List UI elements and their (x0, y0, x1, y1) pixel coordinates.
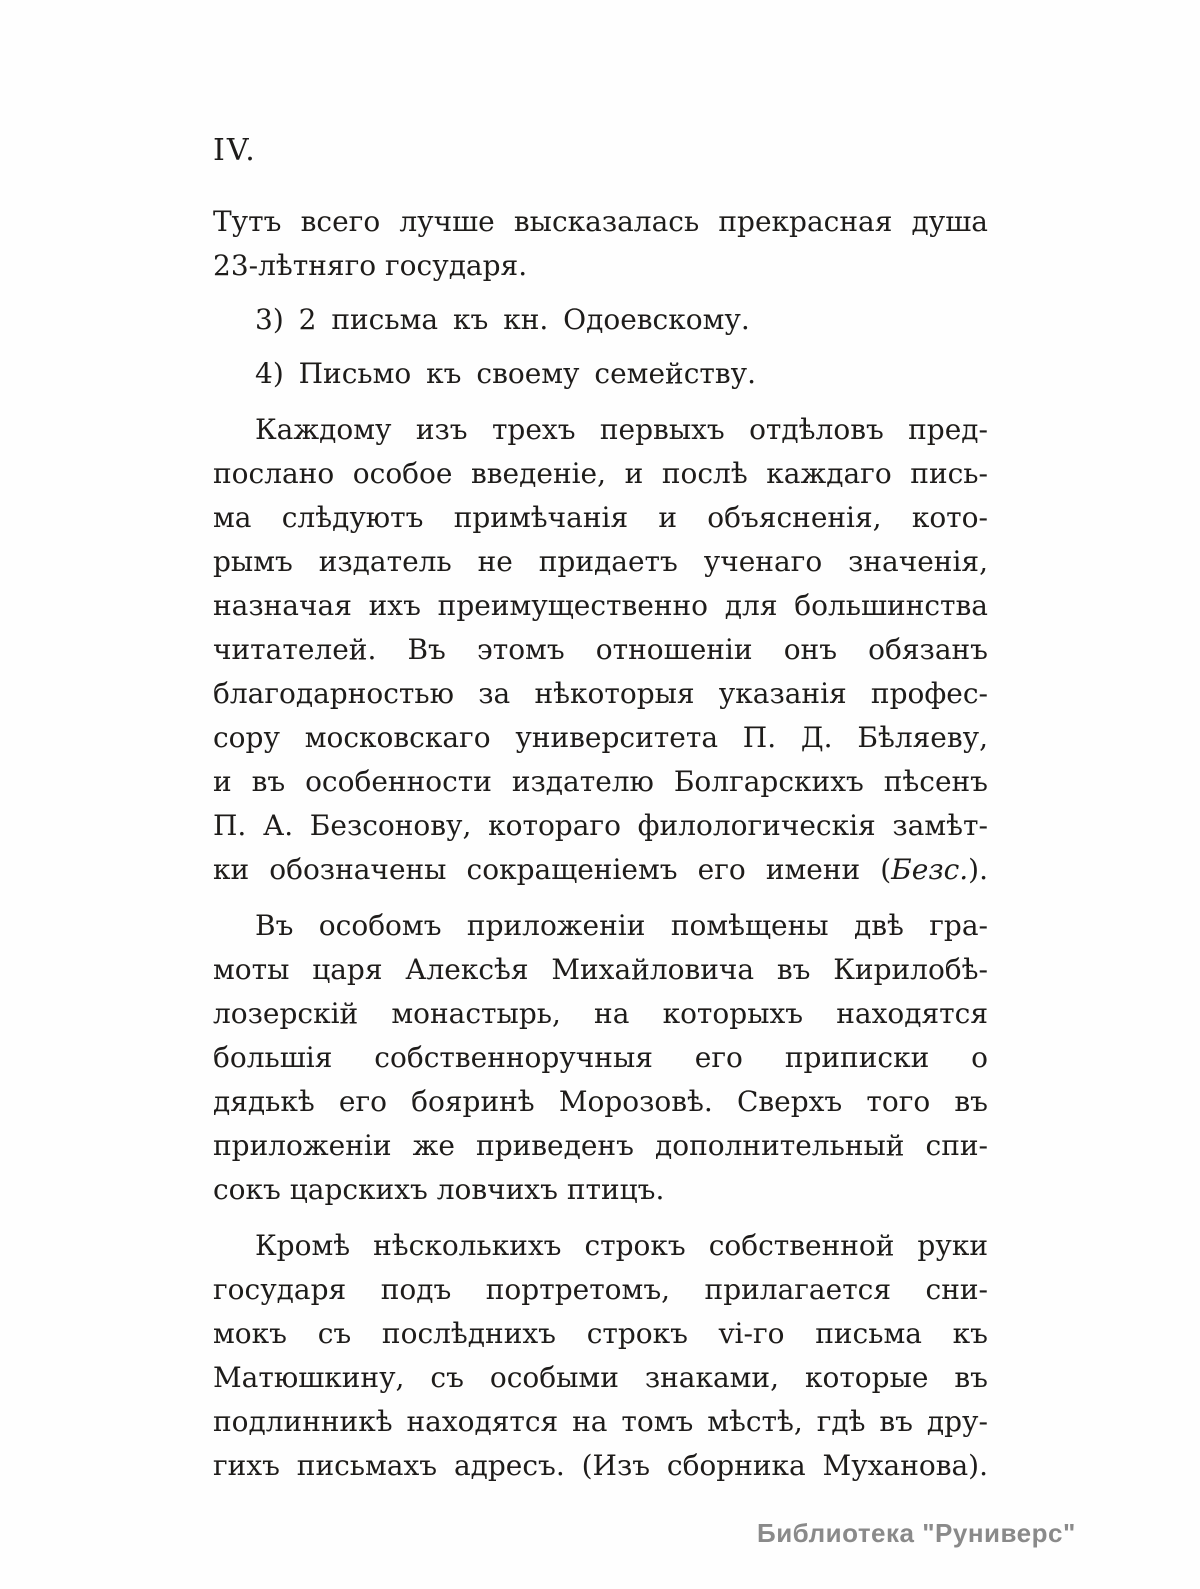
list-item-3: 3) 2 письма къ кн. Одоевскому. (255, 303, 750, 336)
text-line: приложеніи же приведенъ дополнительный спи- (213, 1129, 988, 1162)
text-line: сокъ царскихъ ловчихъ птицъ. (213, 1173, 665, 1206)
text-line: лозерскій монастырь, на которыхъ находятся (213, 997, 988, 1030)
text-line: большія собственноручныя его приписки о (213, 1041, 988, 1074)
text-block (213, 128, 988, 1488)
paragraph-intro (213, 200, 988, 288)
text-line: Тутъ всего лучше высказалась прекрасная душа (213, 205, 988, 238)
library-watermark: Библиотека "Руниверс" (757, 1518, 1076, 1548)
text-line: благодарностью за нѣкоторыя указанія профес- (213, 677, 988, 710)
text-line: сору московскаго университета П. Д. Бѣляеву, (213, 721, 988, 754)
text-line: 23-лѣтняго государя. (213, 249, 528, 282)
text-line: ма слѣдуютъ примѣчанія и объясненія, кото- (213, 501, 988, 534)
text-line: послано особое введеніе, и послѣ каждаго пись- (213, 457, 988, 490)
text-line: гихъ письмахъ адресъ. (Изъ сборника Муханова). (213, 1449, 988, 1482)
text-line: подлинникѣ находятся на томъ мѣстѣ, гдѣ въ дру- (213, 1405, 988, 1438)
text-line: Кромѣ нѣсколькихъ строкъ собственной руки (255, 1229, 988, 1262)
paragraph-editions (213, 408, 988, 892)
text-line: рымъ издатель не придаетъ ученаго значенія, (213, 545, 988, 578)
text-line (213, 848, 988, 892)
text-line-segment: ки обозначены сокращеніемъ его имени ( (213, 853, 892, 886)
paragraph-appendix (213, 904, 988, 1212)
list-item-4: 4) Письмо къ своему семейству. (255, 357, 756, 390)
section-heading: IV. (213, 133, 257, 168)
paragraph-facsimile (213, 1224, 988, 1488)
text-line: моты царя Алексѣя Михайловича въ Кирилобѣ- (213, 953, 988, 986)
text-line: читателей. Въ этомъ отношеніи онъ обязанъ (213, 633, 988, 666)
text-line: государя подъ портретомъ, прилагается сни- (213, 1273, 988, 1306)
text-line: назначая ихъ преимущественно для большинства (213, 589, 988, 622)
text-line-segment: ). (968, 853, 988, 886)
text-line: мокъ съ послѣднихъ строкъ vi-го письма къ (213, 1317, 988, 1350)
text-line: П. А. Безсонову, котораго филологическія замѣт- (213, 809, 988, 842)
text-line: Матюшкину, съ особыми знаками, которые въ (213, 1361, 988, 1394)
text-line: дядькѣ его бояринѣ Морозовѣ. Сверхъ того въ (213, 1085, 988, 1118)
text-line: и въ особенности издателю Болгарскихъ пѣсенъ (213, 765, 988, 798)
text-line: Въ особомъ приложеніи помѣщены двѣ гра- (255, 909, 988, 942)
text-line: Каждому изъ трехъ первыхъ отдѣловъ пред- (255, 413, 988, 446)
abbreviation-bezs: Безс. (891, 853, 969, 886)
